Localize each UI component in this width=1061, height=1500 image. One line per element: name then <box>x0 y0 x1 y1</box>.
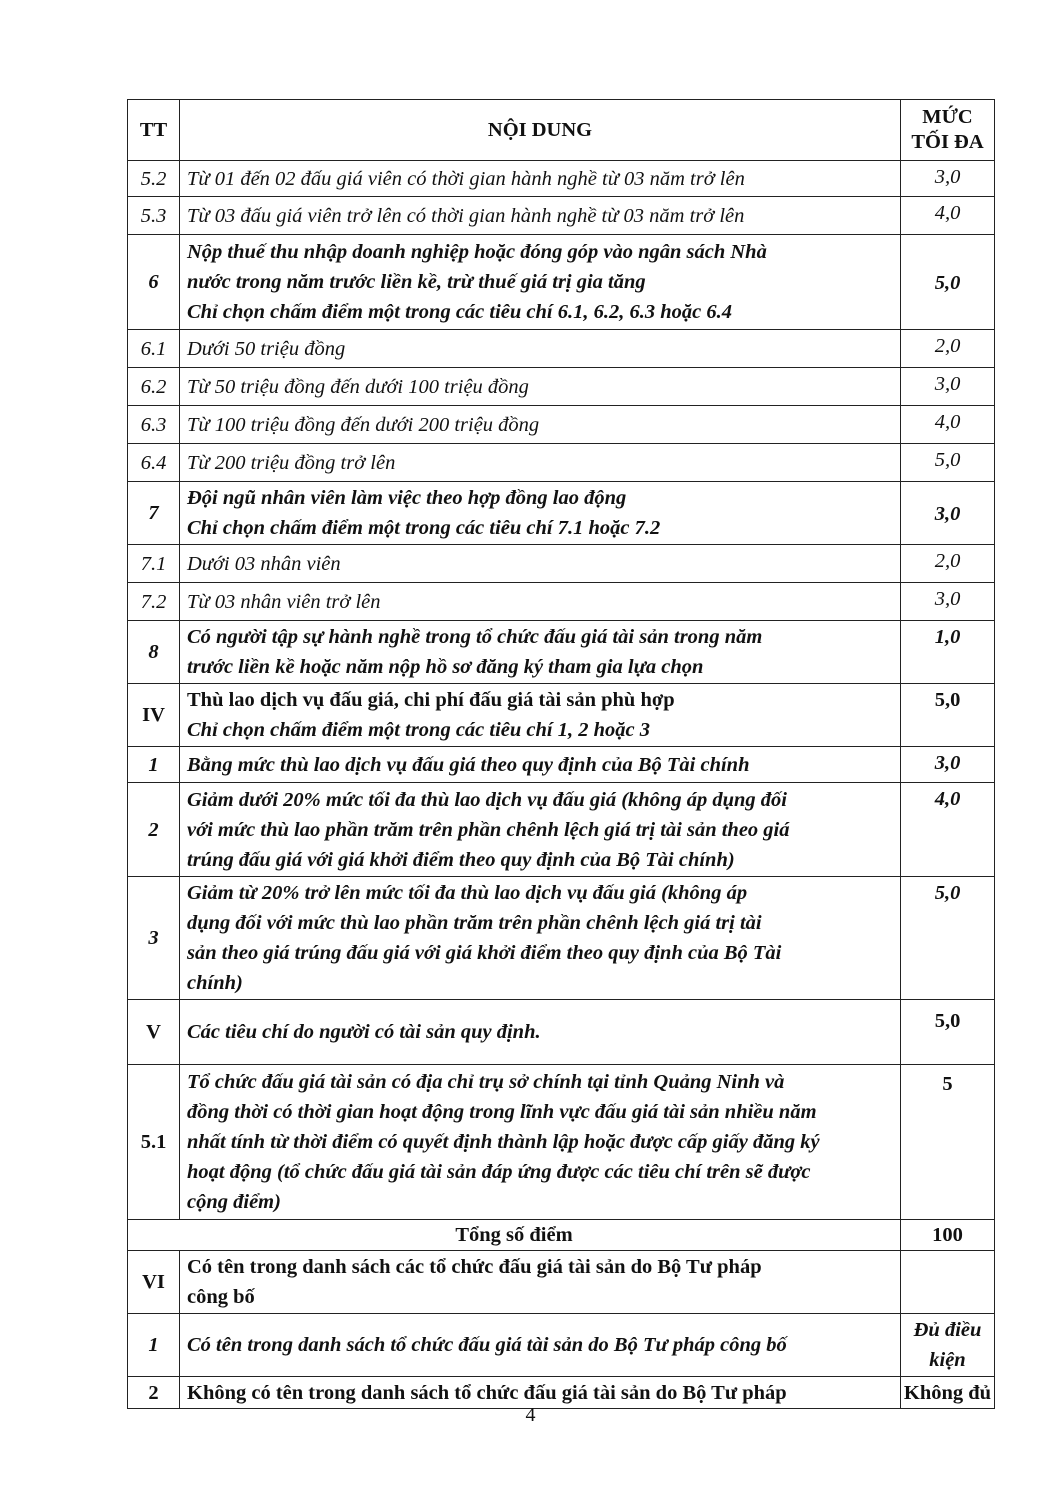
criteria-table <box>127 99 995 1409</box>
table-row <box>128 444 995 482</box>
content-line: với mức thù lao phần trăm trên phần chênh lệch giá trị tài sản theo giá <box>187 818 790 841</box>
row-content <box>180 197 901 235</box>
content-line: Tổ chức đấu giá tài sản có địa chỉ trụ sở chính tại tỉnh Quảng Ninh và <box>187 1071 785 1093</box>
row-number: 5.1 <box>128 1065 180 1220</box>
content-line: sản theo giá trúng đấu giá với giá khởi điểm theo quy định của Bộ Tài <box>187 942 782 964</box>
row-score: 4,0 <box>901 197 995 235</box>
row-score <box>901 1314 995 1377</box>
content-line: Thù lao dịch vụ đấu giá, chi phí đấu giá tài sản phù hợp <box>187 689 675 711</box>
header-max-line-1: MỨC <box>922 106 973 128</box>
row-score: 5,0 <box>901 444 995 482</box>
row-score <box>901 1251 995 1314</box>
content-line: trước liền kề hoặc năm nộp hồ sơ đăng ký tham gia lựa chọn <box>187 656 704 678</box>
row-content <box>180 877 901 1000</box>
row-number: 6.1 <box>128 330 180 368</box>
row-content <box>180 330 901 368</box>
row-score: 3,0 <box>901 747 995 783</box>
row-number: IV <box>128 684 180 747</box>
table-row <box>128 583 995 621</box>
row-score: 5,0 <box>901 1000 995 1065</box>
table-row <box>128 197 995 235</box>
table-row <box>128 1000 995 1065</box>
row-score: 1,0 <box>901 621 995 684</box>
content-line: Giảm dưới 20% mức tối đa thù lao dịch vụ đấu giá (không áp dụng đối <box>187 788 787 811</box>
table-header-row <box>128 100 995 161</box>
row-score: 4,0 <box>901 783 995 877</box>
content-line: hoạt động (tổ chức đấu giá tài sản đáp ứng được các tiêu chí trên sẽ được <box>187 1161 811 1183</box>
content-line: Giảm từ 20% trở lên mức tối đa thù lao dịch vụ đấu giá (không áp <box>187 882 748 904</box>
row-score: Không đủ <box>901 1377 995 1409</box>
row-content <box>180 444 901 482</box>
score-line: kiện <box>929 1349 966 1371</box>
row-content <box>180 783 901 877</box>
content-line: cộng điểm) <box>187 1191 281 1213</box>
content-line: công bố <box>187 1286 255 1308</box>
table-row <box>128 235 995 330</box>
row-score: 3,0 <box>901 161 995 197</box>
row-score: 2,0 <box>901 545 995 583</box>
header-content: NỘI DUNG <box>180 100 901 161</box>
row-score: 3,0 <box>901 482 995 545</box>
row-content <box>180 545 901 583</box>
content-line: đồng thời có thời gian hoạt động trong lĩnh vực đấu giá tài sản nhiều năm <box>187 1101 817 1123</box>
row-content <box>180 684 901 747</box>
content-line: Đội ngũ nhân viên làm việc theo hợp đồng lao động <box>187 487 627 509</box>
table-row <box>128 161 995 197</box>
content-line: Từ 200 triệu đồng trở lên <box>187 451 396 474</box>
content-line: Dưới 03 nhân viên <box>187 552 341 575</box>
row-score: 5,0 <box>901 235 995 330</box>
table-row <box>128 368 995 406</box>
row-number: 8 <box>128 621 180 684</box>
row-content <box>180 368 901 406</box>
table-row <box>128 1314 995 1377</box>
content-line: chính) <box>187 972 243 994</box>
table-row <box>128 877 995 1000</box>
row-number: 5.3 <box>128 197 180 235</box>
row-number: 6 <box>128 235 180 330</box>
content-line: Từ 03 nhân viên trở lên <box>187 590 381 613</box>
header-tt: TT <box>128 100 180 161</box>
table-row <box>128 545 995 583</box>
content-line: Từ 50 triệu đồng đến dưới 100 triệu đồng <box>187 375 529 398</box>
row-content <box>180 482 901 545</box>
row-score: 4,0 <box>901 406 995 444</box>
content-line: Chỉ chọn chấm điểm một trong các tiêu chí 7.1 hoặc 7.2 <box>187 517 661 539</box>
table-row <box>128 684 995 747</box>
row-number: 6.3 <box>128 406 180 444</box>
row-number: 6.2 <box>128 368 180 406</box>
table-row <box>128 783 995 877</box>
content-line: Bằng mức thù lao dịch vụ đấu giá theo quy định của Bộ Tài chính <box>187 753 750 776</box>
content-line: Các tiêu chí do người có tài sản quy định. <box>187 1021 541 1043</box>
row-number: 3 <box>128 877 180 1000</box>
content-line: Từ 01 đến 02 đấu giá viên có thời gian hành nghề từ 03 năm trở lên <box>187 167 745 190</box>
row-score: 5 <box>901 1065 995 1220</box>
table-row <box>128 747 995 783</box>
table-row <box>128 406 995 444</box>
content-line: Chỉ chọn chấm điểm một trong các tiêu chí 6.1, 6.2, 6.3 hoặc 6.4 <box>187 301 732 323</box>
content-line: Chỉ chọn chấm điểm một trong các tiêu chí 1, 2 hoặc 3 <box>187 719 650 741</box>
table-row <box>128 621 995 684</box>
content-line: Có tên trong danh sách tổ chức đấu giá tài sản do Bộ Tư pháp công bố <box>187 1334 787 1356</box>
row-content <box>180 747 901 783</box>
page-number: 4 <box>525 1404 536 1426</box>
row-score: 2,0 <box>901 330 995 368</box>
row-content <box>180 235 901 330</box>
row-score: 5,0 <box>901 877 995 1000</box>
table-row <box>128 1065 995 1220</box>
content-line: trúng đấu giá với giá khởi điểm theo quy định của Bộ Tài chính) <box>187 848 735 871</box>
content-line: Từ 03 đấu giá viên trở lên có thời gian hành nghề từ 03 năm trở lên <box>187 204 745 227</box>
row-score: 5,0 <box>901 684 995 747</box>
row-content <box>180 1251 901 1314</box>
row-number: V <box>128 1000 180 1065</box>
total-label: Tổng số điểm <box>128 1220 901 1251</box>
row-number: 7.2 <box>128 583 180 621</box>
row-number: 1 <box>128 1314 180 1377</box>
table-row <box>128 1251 995 1314</box>
header-max-line-2: TỐI ĐA <box>911 131 984 153</box>
row-number: 1 <box>128 747 180 783</box>
content-line: Có người tập sự hành nghề trong tổ chức đấu giá tài sản trong năm <box>187 626 763 648</box>
row-content <box>180 161 901 197</box>
row-number: 6.4 <box>128 444 180 482</box>
row-content <box>180 583 901 621</box>
total-row <box>128 1220 995 1251</box>
total-score: 100 <box>901 1220 995 1251</box>
content-line: Dưới 50 triệu đồng <box>187 337 346 360</box>
row-content <box>180 621 901 684</box>
row-number: 5.2 <box>128 161 180 197</box>
row-score: 3,0 <box>901 583 995 621</box>
row-content <box>180 1000 901 1065</box>
table-row <box>128 330 995 368</box>
content-line: Từ 100 triệu đồng đến dưới 200 triệu đồng <box>187 413 540 436</box>
table-row <box>128 482 995 545</box>
content-line: nhất tính từ thời điểm có quyết định thành lập hoặc được cấp giấy đăng ký <box>187 1131 820 1153</box>
content-line: nước trong năm trước liền kề, trừ thuế giá trị gia tăng <box>187 271 646 293</box>
row-number: 2 <box>128 783 180 877</box>
row-score: 3,0 <box>901 368 995 406</box>
row-content <box>180 1314 901 1377</box>
content-line: Không có tên trong danh sách tổ chức đấu giá tài sản do Bộ Tư pháp <box>187 1381 787 1404</box>
row-number: 7.1 <box>128 545 180 583</box>
row-content <box>180 406 901 444</box>
header-max-score <box>901 100 995 161</box>
row-number: VI <box>128 1251 180 1314</box>
row-number: 2 <box>128 1377 180 1409</box>
score-line: Đủ điều <box>913 1319 982 1341</box>
content-line: Có tên trong danh sách các tổ chức đấu giá tài sản do Bộ Tư pháp <box>187 1256 762 1278</box>
row-content <box>180 1065 901 1220</box>
content-line: dụng đối với mức thù lao phần trăm trên phần chênh lệch giá trị tài <box>187 912 762 934</box>
content-line: Nộp thuế thu nhập doanh nghiệp hoặc đóng góp vào ngân sách Nhà <box>187 241 767 263</box>
row-number: 7 <box>128 482 180 545</box>
